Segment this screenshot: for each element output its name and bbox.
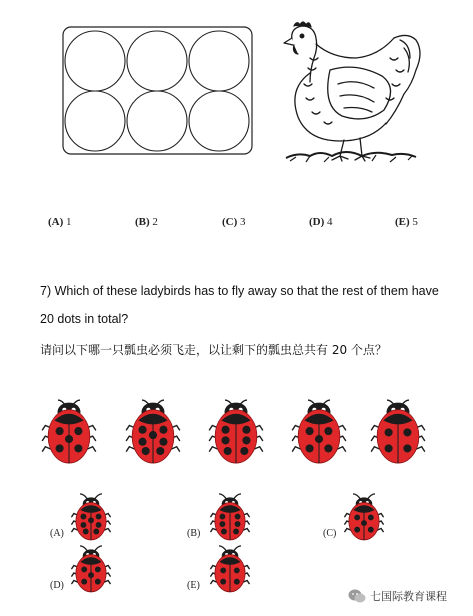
ladybird-6-dots [207,392,265,466]
egg-slot [65,91,125,151]
ladybird-option-5-dots [70,542,112,594]
ladybird-dot [315,435,323,443]
ladybird-top-1 [40,392,98,471]
ladybird-graphic [42,400,95,463]
ladybird-dot [324,427,332,435]
choice-letter: (E) [395,216,410,228]
ladybird-graphic [345,494,383,540]
answer-choice-d[interactable] [309,216,333,228]
ladybird-dot [242,426,250,434]
ladybird-dot [88,517,94,523]
hen-illustration [280,18,425,166]
option-label: (C) [323,528,337,539]
ladybird-dot [139,426,147,434]
ladybird-dot [81,567,87,573]
choice-value: 2 [152,216,158,228]
ladybird-dot [156,447,164,455]
ladybird-dot [220,579,226,585]
ladybird-dot [368,527,374,533]
ladybird-dot [81,522,87,528]
egg-slot [189,91,249,151]
ladybird-graphic [209,400,262,463]
option-label: (D) [50,580,64,591]
egg-box-diagram [62,26,254,156]
ladybird-dot [233,529,239,535]
ladybird-dot [361,520,367,526]
answer-choice-b[interactable] [135,216,158,228]
ladybird-top-4 [290,392,348,471]
question-text-line1: 7) Which of these ladybirds has to fly away so that the rest of them have [40,284,439,298]
choice-value: 5 [412,216,418,228]
ladybird-top-2 [124,392,182,471]
ladybird-graphic [371,400,424,463]
egg-slot [127,31,187,91]
ladybird-dot [224,447,232,455]
ladybird-dot [220,514,226,520]
ladybird-dot [222,436,230,444]
ladybird-graphic [72,494,110,540]
ladybird-dot [221,529,227,535]
ladybird-dot [220,567,226,573]
option-label: (A) [50,528,64,539]
ladybird-5-dots [290,392,348,466]
choice-letter: (C) [222,216,238,228]
ladybird-dot [235,514,241,520]
answer-choice-e[interactable] [395,216,418,228]
ladybird-graphic [72,546,110,592]
ladybird-dot [95,567,101,573]
ladybird-top-3 [207,392,265,471]
ladybird-graphic [126,400,179,463]
ladybird-dot [74,444,82,452]
ladybird-dot [139,438,147,446]
ladybird-graphic [211,546,249,592]
ladybird-dot [324,444,332,452]
egg-slot [189,31,249,91]
ladybird-dot [159,438,167,446]
ladybird-top-5 [369,392,427,471]
ladybird-dot [88,572,94,578]
ladybird-dot [65,435,73,443]
ladybird-option-6-dots [209,490,251,542]
ladybird-dot [142,447,150,455]
ladybird-dot [368,515,374,521]
ladybird-dot [222,426,230,434]
ladybird-graphic [292,400,345,463]
ladybird-dot [240,447,248,455]
ladybird-dot [242,436,250,444]
question-text-chinese: 请问以下哪一只瓢虫必须飞走，以让剩下的瓢虫总共有 20 个点？ [40,343,387,357]
ladybird-dot [234,567,240,573]
ladybird-dot [235,521,241,527]
ladybird-option-4-dots [209,542,251,594]
question-text-line2: 20 dots in total? [40,312,129,326]
answer-choice-a[interactable] [48,216,72,228]
ladybird-dot [403,444,411,452]
ladybird-dot [149,431,157,439]
ladybird-dot [56,427,64,435]
ladybird-dot [95,579,101,585]
choice-value: 3 [240,216,246,228]
ladybird-4-dots [369,392,427,466]
choice-value: 1 [66,216,72,228]
ladybird-dot [403,428,411,436]
ladybird-dot [56,444,64,452]
ladybird-5-dots [40,392,98,466]
watermark [348,588,447,604]
ladybird-dot [354,527,360,533]
watermark-text: 七国际教育课程 [370,590,447,603]
ladybird-dot [96,522,102,528]
ladybird-graphic [211,494,249,540]
ladybird-dot [385,428,393,436]
option-label: (B) [187,528,201,539]
ladybird-dot [96,514,102,520]
ladybird-dot [74,427,82,435]
option-label: (E) [187,580,200,591]
answer-choice-c[interactable] [222,216,246,228]
wechat-icon [348,588,366,604]
ladybird-dot [81,579,87,585]
choice-letter: (A) [48,216,64,228]
ladybird-dot [354,515,360,521]
ladybird-dot [159,426,167,434]
ladybird-dot [385,444,393,452]
ladybird-dot [234,579,240,585]
choice-letter: (D) [309,216,325,228]
ladybird-option-7-dots [70,490,112,542]
ladybird-dot [93,529,99,535]
ladybird-7-dots [124,392,182,466]
ladybird-dot [81,514,87,520]
egg-slot [65,31,125,91]
ladybird-dot [220,521,226,527]
choice-letter: (B) [135,216,150,228]
ladybird-option-5-dots [343,490,385,542]
ladybird-dot [306,427,314,435]
ladybird-dot [306,444,314,452]
choice-value: 4 [327,216,333,228]
egg-slot [127,91,187,151]
ladybird-dot [83,529,89,535]
